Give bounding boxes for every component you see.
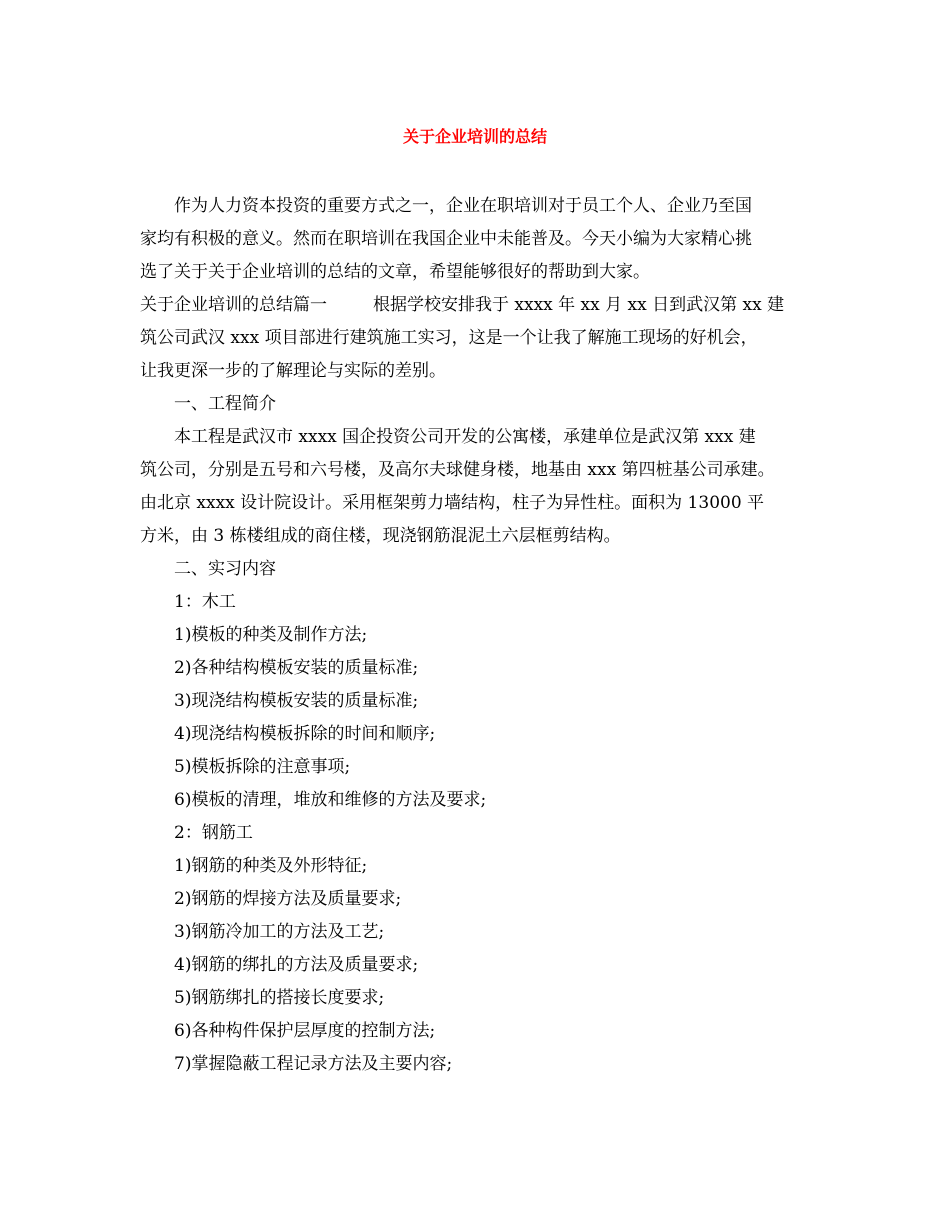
list-item: 5)钢筋绑扎的搭接长度要求; (174, 988, 385, 1008)
list-item: 4)现浇结构模板拆除的时间和顺序; (174, 724, 436, 744)
list-item: 1)钢筋的种类及外形特征; (174, 856, 368, 876)
project-line: 方米，由 3 栋楼组成的商住楼，现浇钢筋混泥土六层框剪结构。 (140, 526, 621, 546)
section-title: 关于企业培训的总结篇一 (140, 295, 327, 315)
heading-project-overview: 一、工程简介 (174, 394, 276, 414)
list-item: 1)模板的种类及制作方法; (174, 625, 368, 645)
list-item: 5)模板拆除的注意事项; (174, 757, 351, 777)
intro-line: 家均有积极的意义。然而在职培训在我国企业中未能普及。今天小编为大家精心挑 (140, 229, 752, 249)
list-item: 7)掌握隐蔽工程记录方法及主要内容; (174, 1054, 453, 1074)
intro-line: 选了关于关于企业培训的总结的文章，希望能够很好的帮助到大家。 (140, 262, 650, 282)
heading-internship-content: 二、实习内容 (174, 559, 276, 579)
section-line (140, 289, 820, 322)
subheading-carpentry: 1：木工 (174, 592, 236, 612)
intro-line: 作为人力资本投资的重要方式之一，企业在职培训对于员工个人、企业乃至国 (174, 196, 752, 216)
list-item: 6)各种构件保护层厚度的控制方法; (174, 1021, 436, 1041)
project-line: 本工程是武汉市 xxxx 国企投资公司开发的公寓楼，承建单位是武汉第 xxx 建 (174, 427, 756, 447)
list-item: 2)钢筋的焊接方法及质量要求; (174, 889, 402, 909)
section-text: 根据学校安排我于 xxxx 年 xx 月 xx 日到武汉第 xx 建 (373, 295, 785, 315)
document-body (140, 190, 820, 1081)
section-line: 筑公司武汉 xxx 项目部进行建筑施工实习，这是一个让我了解施工现场的好机会， (140, 328, 758, 348)
project-line: 筑公司，分别是五号和六号楼，及高尔夫球健身楼，地基由 xxx 第四桩基公司承建。 (140, 460, 775, 480)
list-item: 2)各种结构模板安装的质量标准; (174, 658, 419, 678)
document-title: 关于企业培训的总结 (402, 127, 547, 146)
subheading-rebar: 2：钢筋工 (174, 823, 253, 843)
list-item: 3)钢筋冷加工的方法及工艺; (174, 922, 385, 942)
project-line: 由北京 xxxx 设计院设计。采用框架剪力墙结构，柱子为异性柱。面积为 13000 平 (140, 493, 765, 513)
list-item: 6)模板的清理，堆放和维修的方法及要求; (174, 790, 487, 810)
section-line: 让我更深一步的了解理论与实际的差别。 (140, 361, 446, 381)
list-item: 3)现浇结构模板安装的质量标准; (174, 691, 419, 711)
list-item: 4)钢筋的绑扎的方法及质量要求; (174, 955, 419, 975)
